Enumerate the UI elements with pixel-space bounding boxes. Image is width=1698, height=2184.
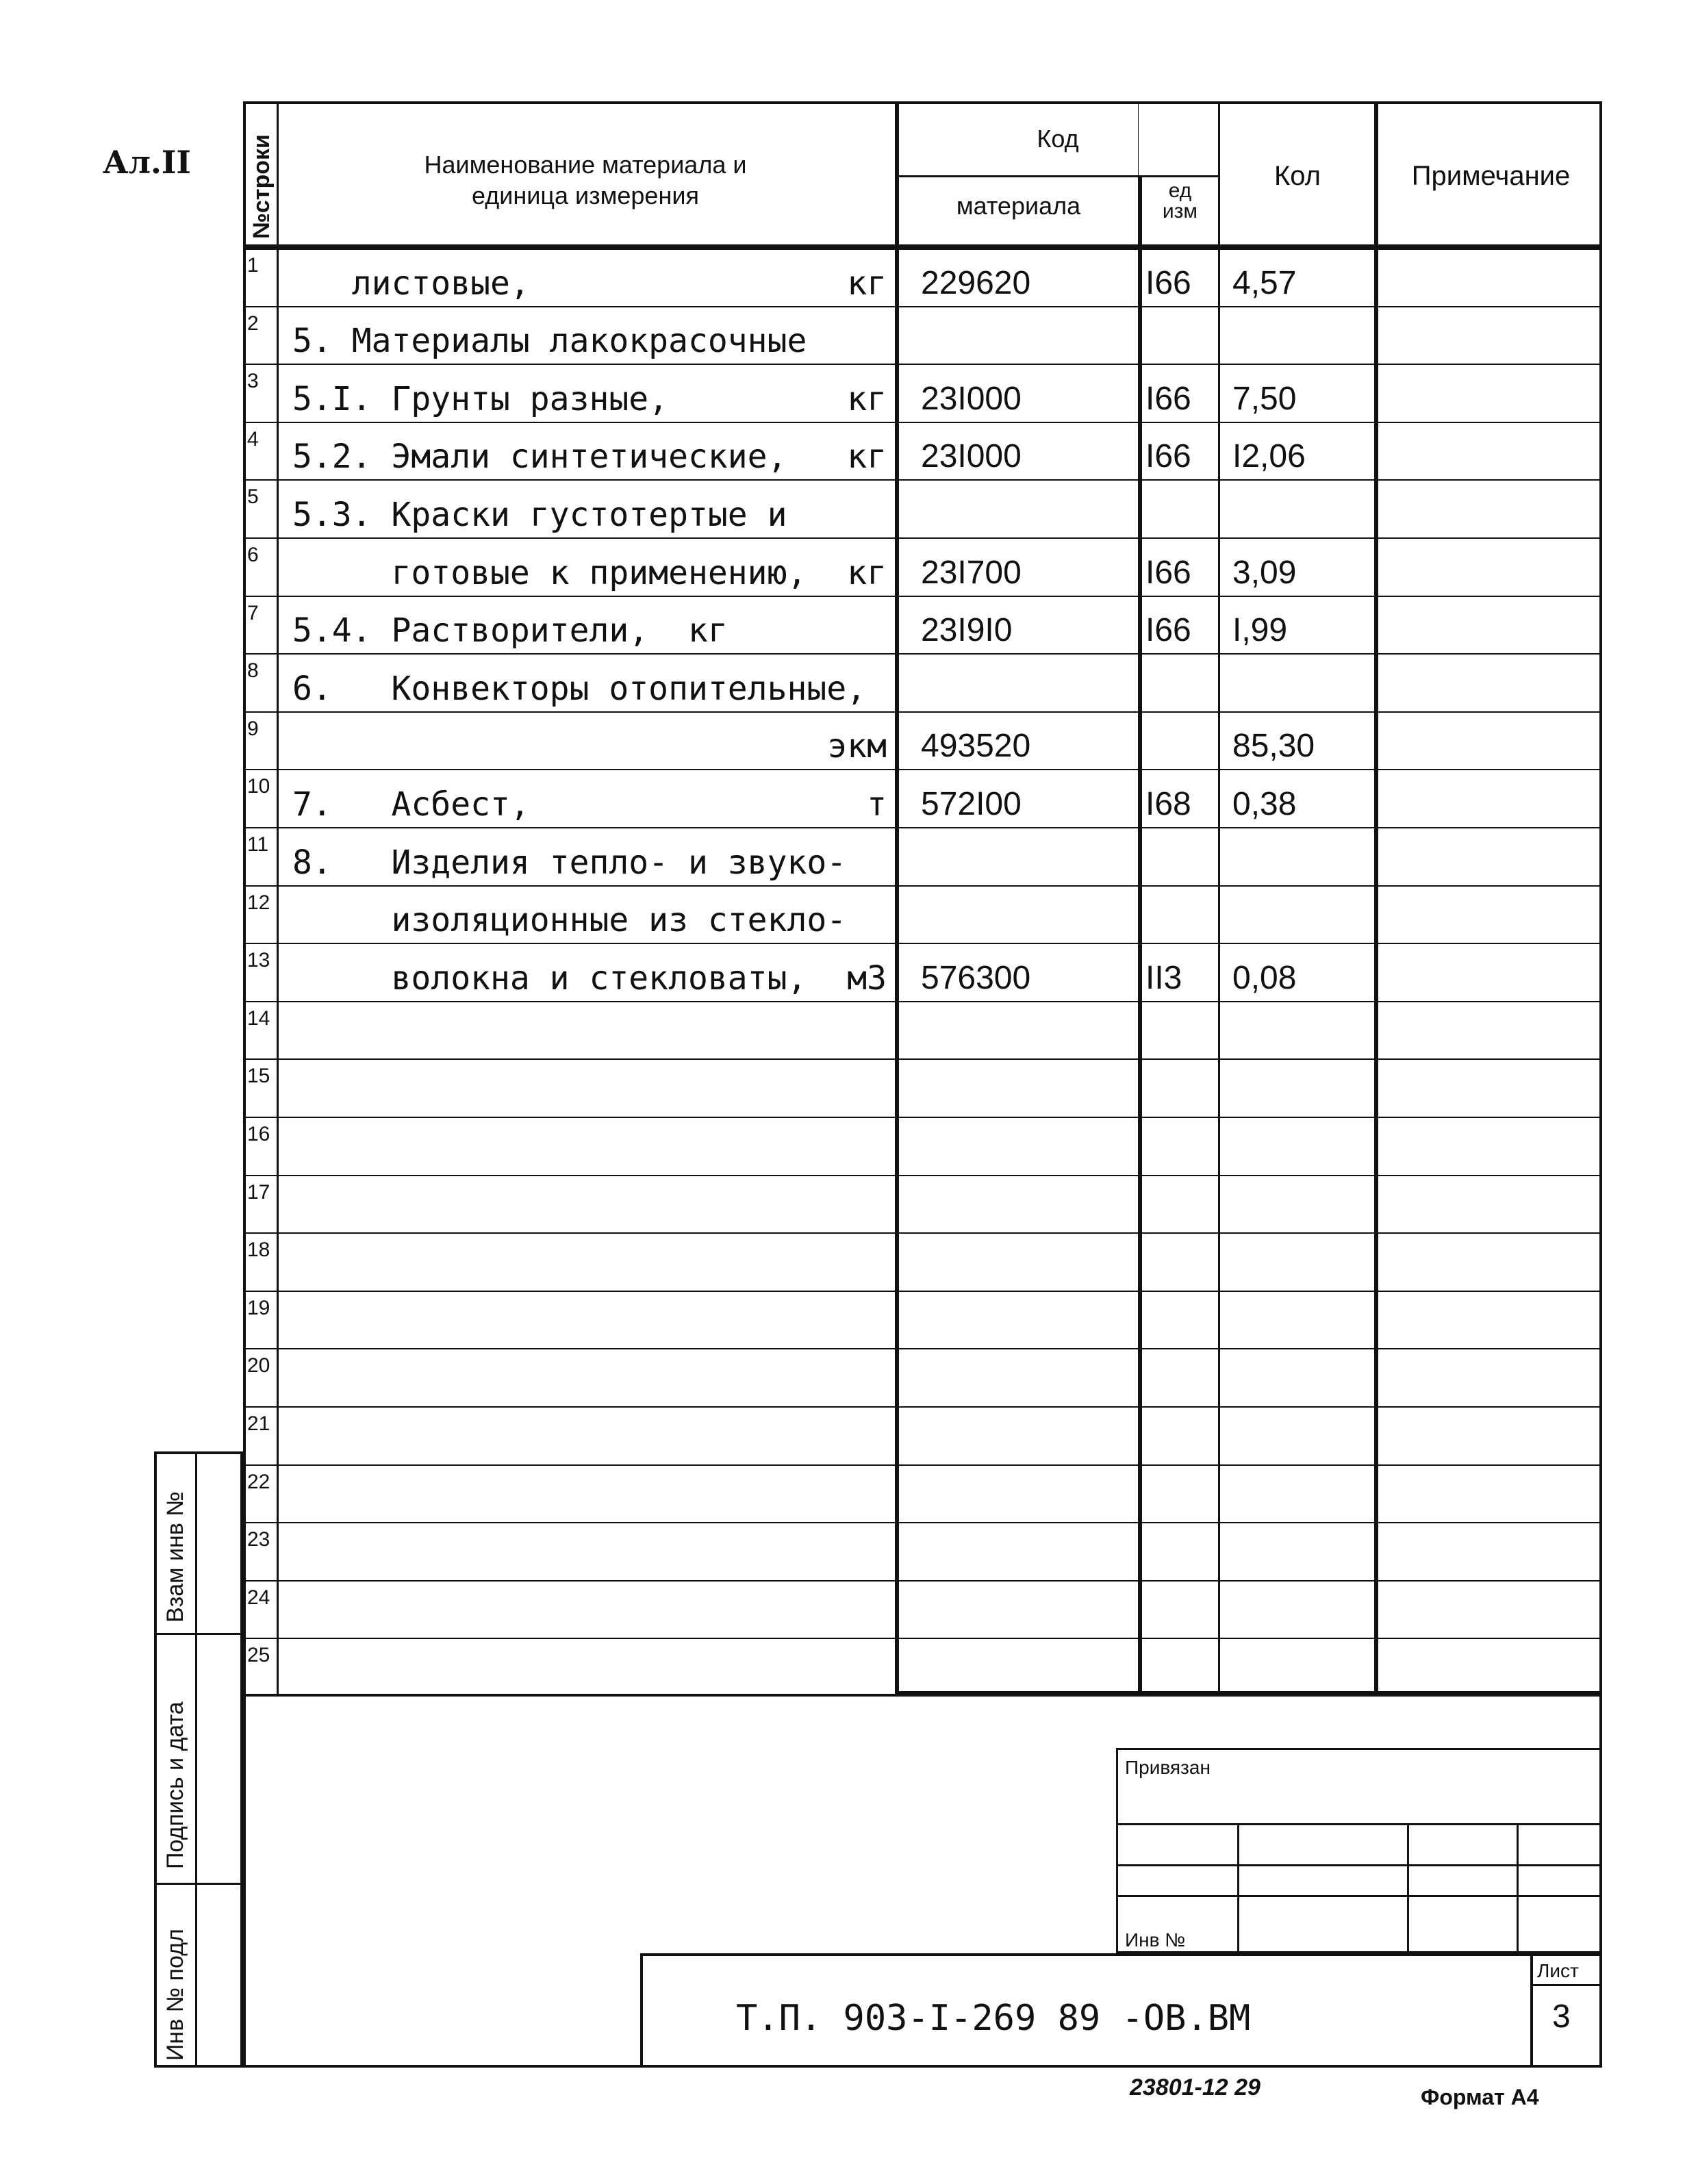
column-divider xyxy=(1138,101,1142,1697)
doc-sheet-divider xyxy=(1530,1953,1533,2068)
row-number: 2 xyxy=(247,312,259,335)
side-label-inv_orig: Инв № подл xyxy=(162,1929,188,2061)
row-number: 1 xyxy=(247,254,259,277)
material-unit: кг xyxy=(847,553,887,592)
row-number: 21 xyxy=(247,1412,270,1435)
row-number: 22 xyxy=(247,1470,270,1493)
side-row-divider xyxy=(154,1633,243,1635)
side-label-sign_date: Подпись и дата xyxy=(162,1701,188,1869)
binding-row-line xyxy=(1116,1864,1602,1866)
header-code-material: материала xyxy=(956,192,1081,220)
header-unit-line2: изм xyxy=(1162,200,1198,223)
row-divider xyxy=(243,1348,1602,1349)
material-name: 6. Конвекторы отопительные, xyxy=(292,669,867,708)
material-name: готовые к применению, xyxy=(292,553,807,592)
row-number: 6 xyxy=(247,544,259,566)
row-number: 16 xyxy=(247,1123,270,1145)
row-number: 17 xyxy=(247,1180,270,1204)
row-number: 18 xyxy=(247,1239,270,1262)
unit-code: I66 xyxy=(1145,554,1191,591)
column-divider xyxy=(277,101,279,1697)
unit-code: I68 xyxy=(1145,786,1191,822)
material-name: листовые, xyxy=(292,264,530,303)
material-code: 229620 xyxy=(921,264,1031,301)
row-divider xyxy=(243,306,1602,307)
quantity: 3,09 xyxy=(1232,554,1297,591)
table-bottom-line xyxy=(897,1691,1602,1697)
row-divider xyxy=(243,885,1602,887)
quantity: 0,38 xyxy=(1232,786,1297,822)
material-name: 5.3. Краски густотертые и xyxy=(292,496,787,534)
material-code: 576300 xyxy=(921,959,1031,996)
material-code: 23I000 xyxy=(921,380,1022,417)
sheet-label: Ал.II xyxy=(103,144,191,181)
row-divider xyxy=(243,1001,1602,1002)
row-divider xyxy=(243,364,1602,365)
row-divider xyxy=(243,1232,1602,1234)
binding-block xyxy=(1116,1748,1602,1953)
header-divider xyxy=(897,175,1219,177)
unit-code: II3 xyxy=(1145,959,1182,996)
material-code: 493520 xyxy=(921,728,1031,765)
binding-row-line xyxy=(1116,1823,1602,1825)
unit-code: I66 xyxy=(1145,438,1191,475)
row-divider xyxy=(243,596,1602,597)
row-number: 4 xyxy=(247,427,259,450)
side-divider xyxy=(195,1451,197,2068)
material-name: волокна и стекловаты, xyxy=(292,958,807,998)
binding-col-line xyxy=(1237,1823,1239,1953)
material-name: 5.4. Растворители, кг xyxy=(292,611,728,650)
order-number: 23801-12 29 xyxy=(1130,2074,1260,2100)
row-number: 3 xyxy=(247,370,259,393)
header-qty: Кол xyxy=(1274,161,1321,191)
side-row-divider xyxy=(154,1883,243,1885)
header-code-unit xyxy=(1141,181,1219,222)
row-number: 7 xyxy=(247,601,259,624)
binding-col-line xyxy=(1517,1823,1519,1953)
binding-col-line xyxy=(1407,1823,1409,1953)
inv-no-label: Инв № xyxy=(1125,1929,1186,1951)
row-divider xyxy=(243,479,1602,481)
row-number: 12 xyxy=(247,891,270,914)
row-divider xyxy=(243,653,1602,655)
row-divider xyxy=(243,943,1602,944)
header-code: Код xyxy=(1037,125,1079,153)
material-name: 5.2. Эмали синтетические, xyxy=(292,437,787,477)
header-name xyxy=(284,149,887,211)
row-divider xyxy=(243,1638,1602,1639)
material-code: 23I9I0 xyxy=(921,612,1013,649)
material-name: 8. Изделия тепло- и звуко- xyxy=(292,843,847,882)
column-divider xyxy=(1374,101,1378,1697)
column-divider xyxy=(895,101,899,1697)
header-bottom-line xyxy=(243,244,1602,250)
material-name: изоляционные из стекло- xyxy=(292,901,847,940)
quantity: 4,57 xyxy=(1232,264,1297,301)
row-divider xyxy=(243,422,1602,423)
row-number: 5 xyxy=(247,485,259,509)
column-divider xyxy=(1218,101,1220,1697)
header-name-line1: Наименование материала и xyxy=(424,151,747,179)
binding-row-line xyxy=(1116,1895,1602,1897)
row-divider xyxy=(243,1291,1602,1292)
title-block xyxy=(243,1697,1602,2068)
row-divider xyxy=(243,1117,1602,1118)
row-number: 8 xyxy=(247,659,259,683)
unit-code: I66 xyxy=(1145,264,1191,301)
row-divider xyxy=(243,711,1602,713)
row-number: 9 xyxy=(247,717,259,740)
materials-table xyxy=(243,101,1602,1697)
row-number: 14 xyxy=(247,1006,270,1030)
row-number: 20 xyxy=(247,1354,270,1377)
sheet-number: 3 xyxy=(1552,1998,1571,2035)
row-number: 24 xyxy=(247,1586,270,1609)
header-row-number: №строки xyxy=(249,134,275,239)
material-unit: кг xyxy=(847,437,887,477)
unit-code: I66 xyxy=(1145,380,1191,417)
side-strip xyxy=(154,1451,243,2068)
row-number: 19 xyxy=(247,1296,270,1319)
material-name: 7. Асбест, xyxy=(292,785,530,824)
row-number: 15 xyxy=(247,1065,270,1088)
material-code: 23I700 xyxy=(921,554,1022,591)
material-code: 572I00 xyxy=(921,786,1022,822)
quantity: I2,06 xyxy=(1232,438,1306,475)
row-divider xyxy=(243,1464,1602,1466)
row-divider xyxy=(243,1406,1602,1408)
sheet-label: Лист xyxy=(1537,1960,1579,1981)
material-code: 23I000 xyxy=(921,438,1022,475)
format-label: Формат А4 xyxy=(1421,2085,1539,2109)
quantity: 7,50 xyxy=(1232,380,1297,417)
side-label-replace_inv: Взам инв № xyxy=(162,1491,188,1623)
header-unit-line1: ед xyxy=(1168,179,1192,202)
row-divider xyxy=(243,537,1602,539)
row-divider xyxy=(243,1522,1602,1523)
quantity: 85,30 xyxy=(1232,728,1315,765)
quantity: 0,08 xyxy=(1232,959,1297,996)
header-name-line2: единица измерения xyxy=(472,181,699,209)
bound-label: Привязан xyxy=(1125,1757,1211,1778)
row-divider xyxy=(243,1175,1602,1176)
material-unit: т xyxy=(867,785,887,824)
material-unit: кг xyxy=(847,379,887,418)
quantity: I,99 xyxy=(1232,612,1288,649)
row-number: 10 xyxy=(247,775,270,798)
row-number: 23 xyxy=(247,1528,270,1551)
row-number: 13 xyxy=(247,949,270,972)
unit-code: I66 xyxy=(1145,612,1191,649)
material-unit: кг xyxy=(847,264,887,303)
header-note: Примечание xyxy=(1411,161,1571,191)
material-name: 5. Материалы лакокрасочные xyxy=(292,322,807,361)
document-code: Т.П. 903-I-269 89 -ОВ.ВМ xyxy=(736,1998,1251,2039)
material-unit: экм xyxy=(827,727,887,766)
row-divider xyxy=(243,827,1602,828)
material-unit: м3 xyxy=(847,958,887,998)
row-divider xyxy=(243,1058,1602,1060)
row-divider xyxy=(243,1580,1602,1582)
row-number: 25 xyxy=(247,1644,270,1667)
row-divider xyxy=(243,769,1602,770)
material-name: 5.I. Грунты разные, xyxy=(292,379,669,418)
row-number: 11 xyxy=(247,833,269,856)
sheet-label-divider xyxy=(1533,1984,1602,1986)
